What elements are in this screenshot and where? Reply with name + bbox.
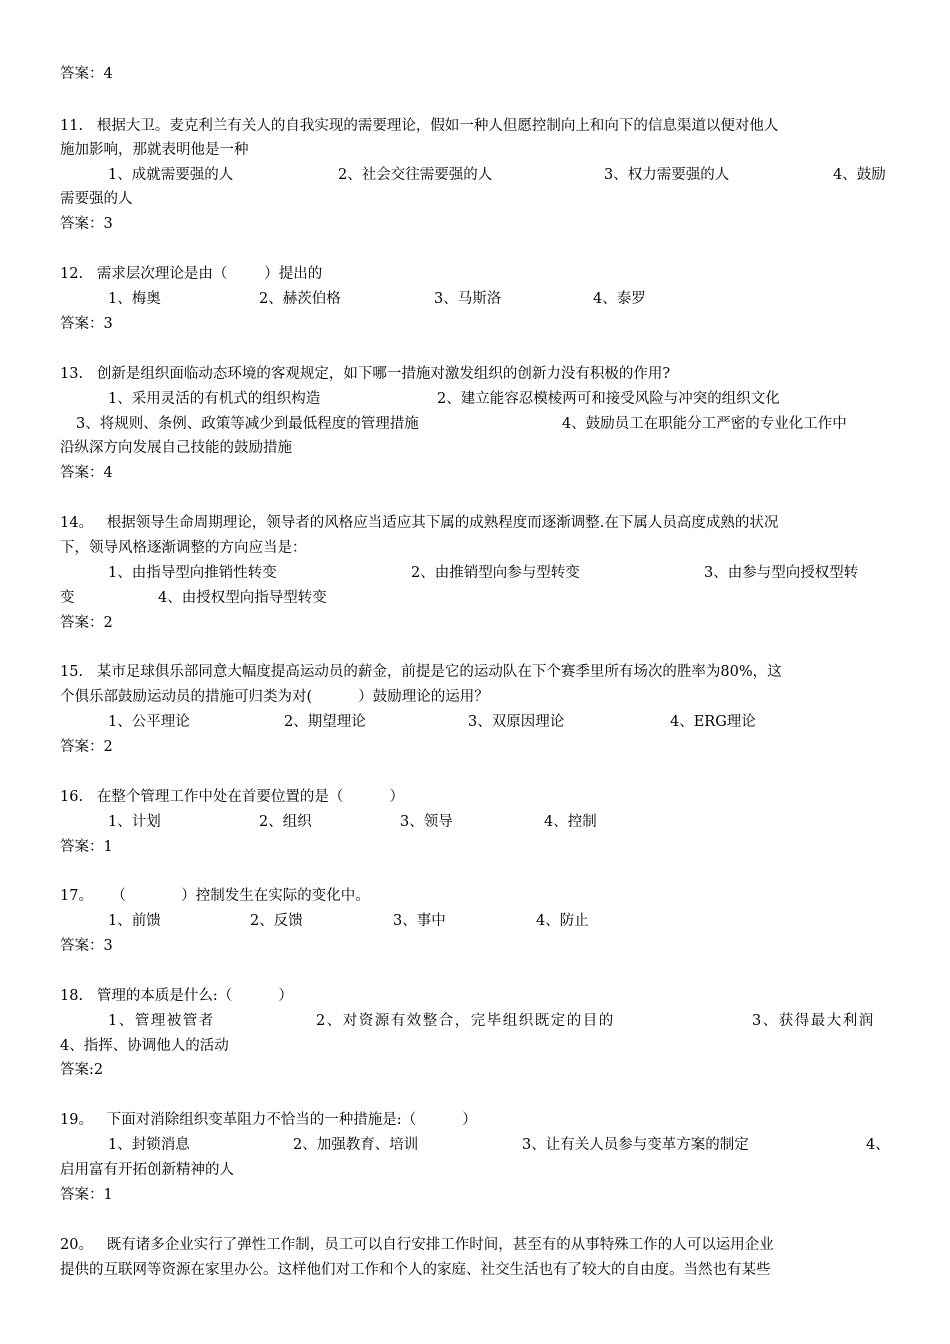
q19-option-2: 2、加强教育、培训: [293, 1137, 419, 1153]
q17-option-3: 3、事中: [393, 913, 446, 929]
q18-option-4: 4、指挥、协调他人的活动: [60, 1038, 229, 1054]
q18-option-1: 1、管理被管者: [108, 1013, 215, 1029]
q13-option-1: 1、采用灵活的有机式的组织构造: [108, 391, 321, 407]
q18-option-3: 3、获得最大利润: [752, 1013, 875, 1029]
question-15-text-cont: 个俱乐部鼓励运动员的措施可归类为对( ）鼓励理论的运用？: [60, 689, 489, 705]
q19-answer: 答案：1: [60, 1187, 113, 1203]
q11-option-4-cont: 需要强的人: [60, 191, 133, 207]
q11-answer: 答案：3: [60, 216, 113, 232]
question-14-text: 14。 根据领导生命周期理论，领导者的风格应当适应其下属的成熟程度而逐渐调整.在下属人员高度成熟的状况: [60, 515, 779, 531]
question-20-text: 20。 既有诸多企业实行了弹性工作制，员工可以自行安排工作时间，甚至有的从事特殊工作的人可以运用企业: [60, 1237, 774, 1253]
q12-option-4: 4、泰罗: [593, 291, 646, 307]
answer-line: 答案：4: [60, 66, 113, 82]
q11-option-3: 3、权力需要强的人: [604, 167, 730, 183]
q14-option-4: 4、由授权型向指导型转变: [158, 590, 327, 606]
q18-option-2: 2、对资源有效整合，完毕组织既定的目的: [316, 1013, 615, 1029]
question-18-text: 18. 管理的本质是什么:（ ）: [60, 988, 293, 1004]
q14-option-3-cont: 变: [60, 590, 75, 606]
question-11-text: 11. 根据大卫。麦克利兰有关人的自我实现的需要理论，假如一种人但愿控制向上和向下的信息渠道以便对他人: [60, 118, 779, 134]
q14-option-2: 2、由推销型向参与型转变: [411, 565, 580, 581]
question-16-text: 16. 在整个管理工作中处在首要位置的是（ ）: [60, 789, 404, 805]
q16-option-1: 1、计划: [108, 814, 161, 830]
q16-answer: 答案：1: [60, 839, 113, 855]
q11-option-4: 4、鼓励: [833, 167, 886, 183]
question-12-text: 12. 需求层次理论是由（ ）提出的: [60, 266, 323, 282]
question-15-text: 15. 某市足球俱乐部同意大幅度提高运动员的薪金，前提是它的运动队在下个赛季里所有场次的胜率为80%，这: [60, 664, 782, 680]
q19-option-3: 3、让有关人员参与变革方案的制定: [522, 1137, 749, 1153]
q15-option-2: 2、期望理论: [284, 714, 366, 730]
q14-answer: 答案：2: [60, 615, 113, 631]
question-19-text: 19。 下面对消除组织变革阻力不恰当的一种措施是:（ ）: [60, 1112, 477, 1128]
q18-answer: 答案:2: [60, 1062, 104, 1078]
q15-option-4: 4、ERG理论: [670, 714, 756, 730]
q13-answer: 答案：4: [60, 465, 113, 481]
q12-answer: 答案：3: [60, 316, 113, 332]
q15-option-3: 3、双原因理论: [468, 714, 565, 730]
q14-option-1: 1、由指导型向推销性转变: [108, 565, 277, 581]
q12-option-3: 3、马斯洛: [434, 291, 502, 307]
q17-answer: 答案：3: [60, 938, 113, 954]
q15-option-1: 1、公平理论: [108, 714, 190, 730]
q15-answer: 答案：2: [60, 739, 113, 755]
q11-option-1: 1、成就需要强的人: [108, 167, 234, 183]
q16-option-3: 3、领导: [400, 814, 453, 830]
q16-option-2: 2、组织: [259, 814, 312, 830]
q13-option-2: 2、建立能容忍模棱两可和接受风险与冲突的组织文化: [437, 391, 780, 407]
question-14-text-cont: 下，领导风格逐渐调整的方向应当是：: [60, 540, 307, 556]
q19-option-4-cont: 启用富有开拓创新精神的人: [60, 1162, 234, 1178]
q12-option-2: 2、赫茨伯格: [259, 291, 341, 307]
q16-option-4: 4、控制: [544, 814, 597, 830]
q11-option-2: 2、社会交往需要强的人: [338, 167, 493, 183]
q13-option-4: 4、鼓励员工在职能分工严密的专业化工作中: [562, 416, 847, 432]
q17-option-1: 1、前馈: [108, 913, 161, 929]
q17-option-2: 2、反馈: [250, 913, 303, 929]
question-17-text: 17。 （ ）控制发生在实际的变化中。: [60, 888, 370, 904]
question-11-text-cont: 施加影响，那就表明他是一种: [60, 142, 249, 158]
q19-option-1: 1、封锁消息: [108, 1137, 190, 1153]
q14-option-3: 3、由参与型向授权型转: [704, 565, 859, 581]
q13-option-4-cont: 沿纵深方向发展自己技能的鼓励措施: [60, 440, 292, 456]
question-20-text-cont: 提供的互联网等资源在家里办公。这样他们对工作和个人的家庭、社交生活也有了较大的自由度。当然也有某些: [60, 1262, 771, 1278]
q12-option-1: 1、梅奥: [108, 291, 161, 307]
q13-option-3: 3、将规则、条例、政策等减少到最低程度的管理措施: [76, 416, 419, 432]
q17-option-4: 4、防止: [536, 913, 589, 929]
q19-option-4: 4、: [866, 1137, 890, 1153]
question-13-text: 13. 创新是组织面临动态环境的客观规定，如下哪一措施对激发组织的创新力没有积极的作用?: [60, 366, 671, 382]
